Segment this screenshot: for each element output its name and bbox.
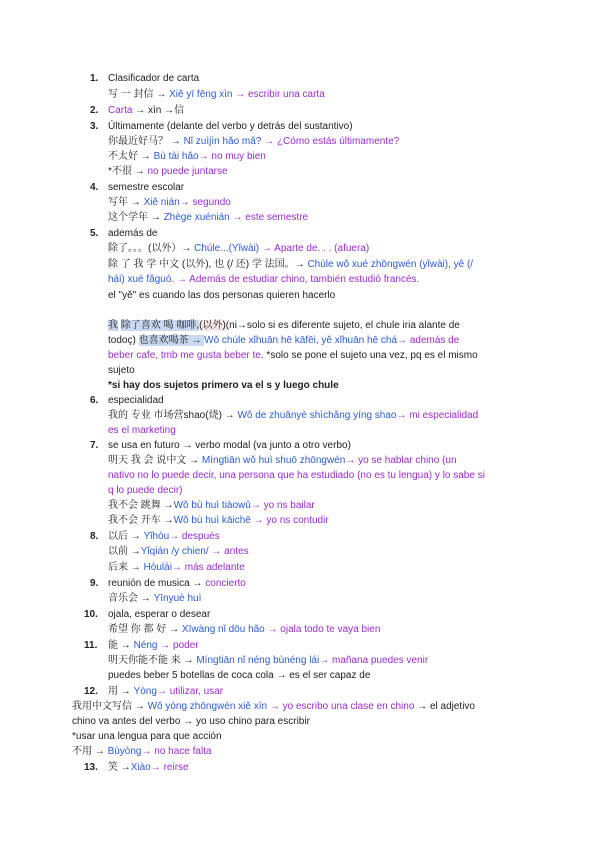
item-number: 11. (84, 640, 98, 651)
item-number: 12. (84, 686, 98, 697)
example-line: 后来 → Hòulái→ más adelante (108, 562, 245, 573)
example-line: q lo puede decir) (108, 485, 183, 496)
example-line: 除 了 我 学 中文 (以外), 也 (/ 还) 学 法国。→ Chúle wǒ xué zhōngwén (yǐwài), yě (/ (108, 259, 474, 270)
item-number: 8. (90, 531, 99, 542)
note-line: chino va antes del verbo → yo uso chino para escribir (72, 716, 310, 727)
example-line: 明天 我 会 说中文 → Míngtiān wǒ huì shuō zhōngwén→ yo se hablar chino (un (108, 455, 457, 466)
example-line: 不用 → Bùyòng→ no hace falta (72, 746, 212, 757)
item-number: 13. (84, 762, 98, 773)
note-line: *usar una lengua para que acción (72, 731, 222, 742)
item-heading: Últimamente (delante del verbo y detrás del sustantivo) (108, 121, 353, 132)
example-line: 我 除了喜欢 喝 咖啡,(以外)(ni→solo si es diferente sujeto, el chule iria alante de (108, 320, 460, 331)
example-line: 除了。。。(以外）→ Chúle...(Yǐwài) → Aparte de. . . (afuera) (108, 243, 370, 254)
item-number: 10. (84, 609, 98, 620)
example-line: 我不会 跳舞 →Wǒ bù huì tiàowǔ→ yo ns bailar (108, 500, 315, 511)
item-heading: 笑 →Xiào→ reirse (108, 762, 189, 773)
example-line: *不很 → no puede juntarse (108, 166, 228, 177)
example-line: 写年 → Xiě nián→ segundo (108, 197, 231, 208)
example-line: hái) xué fǎguó. → Además de estudiar chino, también estudió francés. (108, 274, 420, 285)
item-heading: Clasificador de carta (108, 73, 200, 84)
item-heading: se usa en futuro → verbo modal (va junto a otro verbo) (108, 440, 351, 451)
example-line: 这个学年 → Zhège xuénián → este semestre (108, 212, 309, 223)
note-line: puedes beber 5 botellas de coca cola → es el ser capaz de (108, 670, 371, 681)
rule-note: *si hay dos sujetos primero va el s y luego chule (108, 380, 339, 391)
item-heading: 用 → Yòng→ utilizar, usar (108, 686, 224, 697)
example-line: 你最近好马？ → Nǐ zuìjìn hǎo mǎ? → ¿Cómo estás últimamente? (108, 136, 400, 147)
example-line: todoç) 也喜欢喝茶 → Wǒ chúle xǐhuān hē kāfēi, yě xǐhuān hē chá→ además de (108, 335, 460, 346)
item-heading: reunión de musica → concierto (108, 578, 246, 589)
example-line: 我的 专业 市场营shao(烧) → Wǒ de zhuānyè shìchǎng yíng shao→ mi especialidad (108, 410, 479, 421)
example-line: 不太好 → Bù tài hǎo→ no muy bien (108, 151, 266, 162)
item-heading: además de (108, 228, 158, 239)
item-number: 4. (90, 182, 99, 193)
example-line: es el marketing (108, 425, 176, 436)
example-line: nativo no lo puede decir, una persona que ha estudiado (no es tu lengua) y lo sabe si (108, 470, 485, 481)
example-line: 我用中文写信 → Wǒ yòng zhōngwén xiě xìn → yo escribo una clase en chino → el adjetivo (72, 701, 475, 712)
example-line: 写 一 封信 → Xiě yī fēng xìn → escribir una carta (108, 89, 325, 100)
item-number: 5. (90, 228, 99, 239)
example-line: beber cafe, tmb me gusta beber te. *solo se pone el sujeto una vez, pq es el mismo (108, 350, 478, 361)
item-heading: especialidad (108, 395, 164, 406)
note-line: sujeto (108, 365, 135, 376)
item-number: 6. (90, 395, 99, 406)
example-line: 音乐会 → Yīnyuè huì (108, 593, 202, 604)
item-number: 2. (90, 105, 99, 116)
item-heading: 以后 → Yǐhòu→ después (108, 531, 220, 542)
item-heading: 能 → Néng → poder (108, 640, 199, 651)
item-number: 9. (90, 578, 99, 589)
item-number: 1. (90, 73, 99, 84)
item-number: 3. (90, 121, 99, 132)
item-heading: ojala, esperar o desear (108, 609, 211, 620)
example-line: 我不会 开车 →Wǒ bù huì kāichē → yo ns contudir (108, 515, 329, 526)
example-line: 以前 →Yǐqián /y chien/ → antes (108, 546, 249, 557)
note-line: el "yě" es cuando las dos personas quieren hacerlo (108, 290, 336, 301)
item-number: 7. (90, 440, 99, 451)
example-line: 明天你能不能 来 → Míngtiān nǐ néng bùnéng lái→ mañana puedes venir (108, 655, 429, 666)
item-heading: Carta → xìn →信 (108, 105, 185, 116)
item-heading: semestre escolar (108, 182, 185, 193)
example-line: 希望 你 都 好 → Xīwàng nǐ dōu hǎo → ojala todo te vaya bien (108, 624, 381, 635)
